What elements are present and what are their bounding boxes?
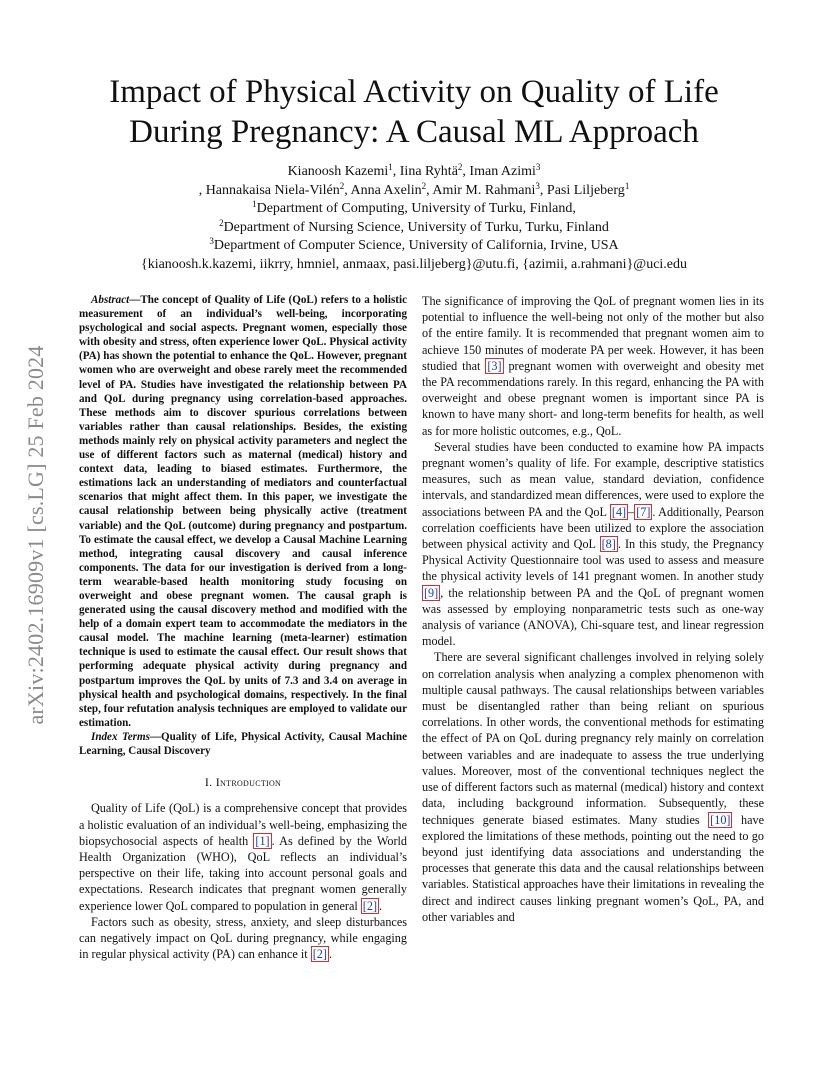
paragraph-text: Several studies have been conducted to examine how PA impacts pregnant women’s quality of life. For example, descriptive statistics measures, such as mean value, standard deviation, confidence intervals, and standardized mean differences, were used to explore the associations between PA and the QoL [422, 439, 764, 519]
section-number: I. [204, 775, 216, 790]
paragraph-text: Quality of Life (QoL) is a comprehensive concept that provides a holistic evaluation of an individual’s well-being, emphasizing the biopsychosocial aspects of health [79, 801, 407, 848]
paragraph-text: pregnant women with overweight and obesity met the PA recommendations rarely. In this regard, enhancing the PA with overweight and obese pregnant women is important since PA is known to have many short- and long-term benefits for health, as well as for more holistic outcomes, e.g., QoL. [422, 358, 764, 438]
citation-link[interactable]: [2] [362, 898, 378, 913]
paragraph-text: . Additionally, Pearson correlation coefficients have been utilized to explore the association between physical activity and QoL [422, 504, 764, 552]
paragraph-text: Factors such as obesity, stress, anxiety, and sleep disturbances can negatively impact on QoL during pregnancy, while engaging in regular physical activity (PA) can enhance it [79, 914, 407, 962]
paragraph [422, 439, 764, 650]
index-terms-label: Index Terms [91, 730, 150, 743]
affiliation-marker: 1 [388, 162, 393, 172]
title-line-1: Impact of Physical Activity on Quality of Life [109, 74, 719, 110]
affiliation-marker: 3 [535, 162, 541, 172]
author-line-2 [0, 182, 828, 201]
affiliation-2 [0, 219, 828, 238]
index-terms [79, 730, 407, 758]
section-heading-introduction [79, 774, 407, 790]
paragraph-text: . As defined by the World Health Organization (WHO), QoL reflects an individual’s perspective on their life, taking into account personal goals and expectations. Research indicates that pregnant women generally experience lower QoL compared to population in general [79, 833, 407, 913]
affiliation-marker: 2 [219, 217, 224, 228]
affiliation-marker: 2 [339, 180, 345, 191]
paper-title [0, 72, 828, 152]
author-line-1 [0, 163, 828, 182]
affiliation-marker: 2 [457, 162, 463, 172]
author-name: , Iina Ryhtä [392, 164, 458, 179]
paragraph [422, 649, 764, 924]
affiliation-marker: 3 [535, 180, 540, 191]
paragraph-text: . In this study, the Pregnancy Physical Activity Questionnaire tool was used to assess and measure the physical activity levels of 141 pregnant women. In another study [422, 537, 764, 584]
abstract-text: —The concept of Quality of Life (QoL) refers to a holistic measurement of an individual’s well-being, incorporating psychological and social aspects. Pregnant women, especially those with obesity and stress, often experience lower QoL. Physical activity (PA) has shown the potential to enhance the QoL. However, pregnant women who are overweight and obese rarely meet the recommended level of PA. Studies have investigated the relationship between PA and QoL during pregnancy using correlation-based approaches. These methods aim to discover spurious correlations between variables rather than causal relationships. Besides, the existing methods mainly rely on physical activity parameters and neglect the use of different factors such as maternal (medical) history and context data, leading to biased estimates. Furthermore, the estimations lack an understanding of mediators and counterfactual scenarios that might affect them. In this paper, we investigate the causal relationship between being physically active (treatment variable) and the QoL (outcome) during pregnancy and postpartum. To estimate the causal effect, we develop a Causal Machine Learning method, integrating causal discovery and causal inference components. The data for our investigation is derived from a long-term wearable-based health monitoring study focusing on overweight and obese pregnant women. The causal graph is generated using the causal discovery method and modified with the help of a domain expert team to accommodate the mediators in the causal model. The machine learning (meta-learner) estimation technique is used to estimate the causal effect. Our result shows that performing adequate physical activity during pregnancy and postpartum improves the QoL by units of 7.3 and 3.4 on average in physical health and psychological domains, respectively. In the final step, four refutation analysis techniques are employed to validate our estimation. [79, 294, 407, 729]
citation-link[interactable]: [7] [636, 504, 651, 519]
section-title: Introduction [215, 775, 282, 790]
author-emails: {kianoosh.k.kazemi, iikrry, hmniel, anmaax, pasi.liljeberg}@utu.fi, {azimii, a.rahmani}@uci.edu [140, 256, 688, 272]
paragraph-text: . [379, 898, 383, 913]
left-column [79, 293, 407, 962]
arxiv-identifier: arXiv:2402.16909v1 [cs.LG] 25 Feb 2024 [23, 345, 48, 725]
affiliation-text: Department of Nursing Science, University of Turku, Turku, Finland [223, 219, 609, 235]
author-name: Kianoosh Kazemi [287, 164, 389, 179]
citation-link[interactable]: [3] [487, 358, 502, 373]
paragraph [422, 293, 764, 439]
paragraph-text: – [628, 504, 635, 519]
title-line-2: During Pregnancy: A Causal ML Approach [129, 114, 699, 150]
paragraph [79, 800, 407, 913]
author-name: , Pasi Liljeberg [539, 182, 625, 198]
paragraph-text: . [328, 947, 332, 962]
affiliation-marker: 1 [252, 199, 257, 209]
affiliation-marker: 3 [209, 236, 214, 246]
citation-link[interactable]: [4] [611, 504, 627, 519]
author-name: , Iman Azimi [462, 164, 536, 179]
abstract [79, 293, 407, 730]
paragraph-text: , the relationship between PA and the QoL of pregnant women was assessed by employing nonparametric tests such as one-way analysis of variance (ANOVA), Chi-square test, and linear regression model. [422, 585, 764, 649]
abstract-label: Abstract [91, 294, 130, 306]
citation-link[interactable]: [2] [312, 947, 327, 962]
affiliation-1 [0, 200, 828, 219]
paragraph [79, 914, 407, 963]
citation-link[interactable]: [1] [255, 833, 270, 848]
affiliation-3 [0, 237, 828, 256]
affiliation-text: Department of Computer Science, University of California, Irvine, USA [213, 238, 619, 253]
right-column [422, 293, 764, 925]
paragraph-text: There are several significant challenges involved in relying solely on correlation analysis when analyzing a complex phenomenon with multiple causal pathways. The causal relationships between variables must be disentangled rather than being reliant on spurious correlations. In other words, the conventional methods for estimating the effect of PA on QoL during pregnancy rely mainly on correlation between variables and are inadequate to assess the true underlying values. Moreover, most of the conventional techniques neglect the use of different factors such as maternal (medical) history and context data, including background information. Subsequently, these techniques generate biased estimates. Many studies [422, 650, 764, 827]
index-terms-text: —Quality of Life, Physical Activity, Causal Machine Learning, Causal Discovery [79, 730, 407, 757]
arxiv-sidebar [8, 285, 64, 785]
citation-link[interactable]: [8] [601, 537, 616, 552]
author-name: , Hannakaisa Niela-Vilén [198, 182, 340, 198]
author-block [0, 163, 828, 274]
citation-link[interactable]: [9] [424, 585, 439, 600]
author-name: , Amir M. Rahmani [426, 182, 536, 198]
paragraph-text: The significance of improving the QoL of pregnant women lies in its potential to influence the well-being not only of the mother but also of the entire family. It is recommended that pregnant women aim to achieve 150 minutes of moderate PA per week. However, it has been studied that [422, 294, 764, 373]
affiliation-text: Department of Computing, University of Turku, Finland, [256, 201, 576, 216]
paragraph-text: have explored the limitations of these methods, pointing out the need to go beyond just identifying data associations and understanding the processes that generate this data and the causal relationships between variables. Statistical approaches have their limitations in revealing the direct and indirect causes linking pregnant women’s QoL, PA, and other variables and [422, 812, 764, 924]
affiliation-marker: 2 [421, 180, 427, 191]
citation-link[interactable]: [10] [710, 812, 731, 827]
affiliation-marker: 1 [624, 180, 630, 191]
author-name: , Anna Axelin [344, 182, 422, 198]
